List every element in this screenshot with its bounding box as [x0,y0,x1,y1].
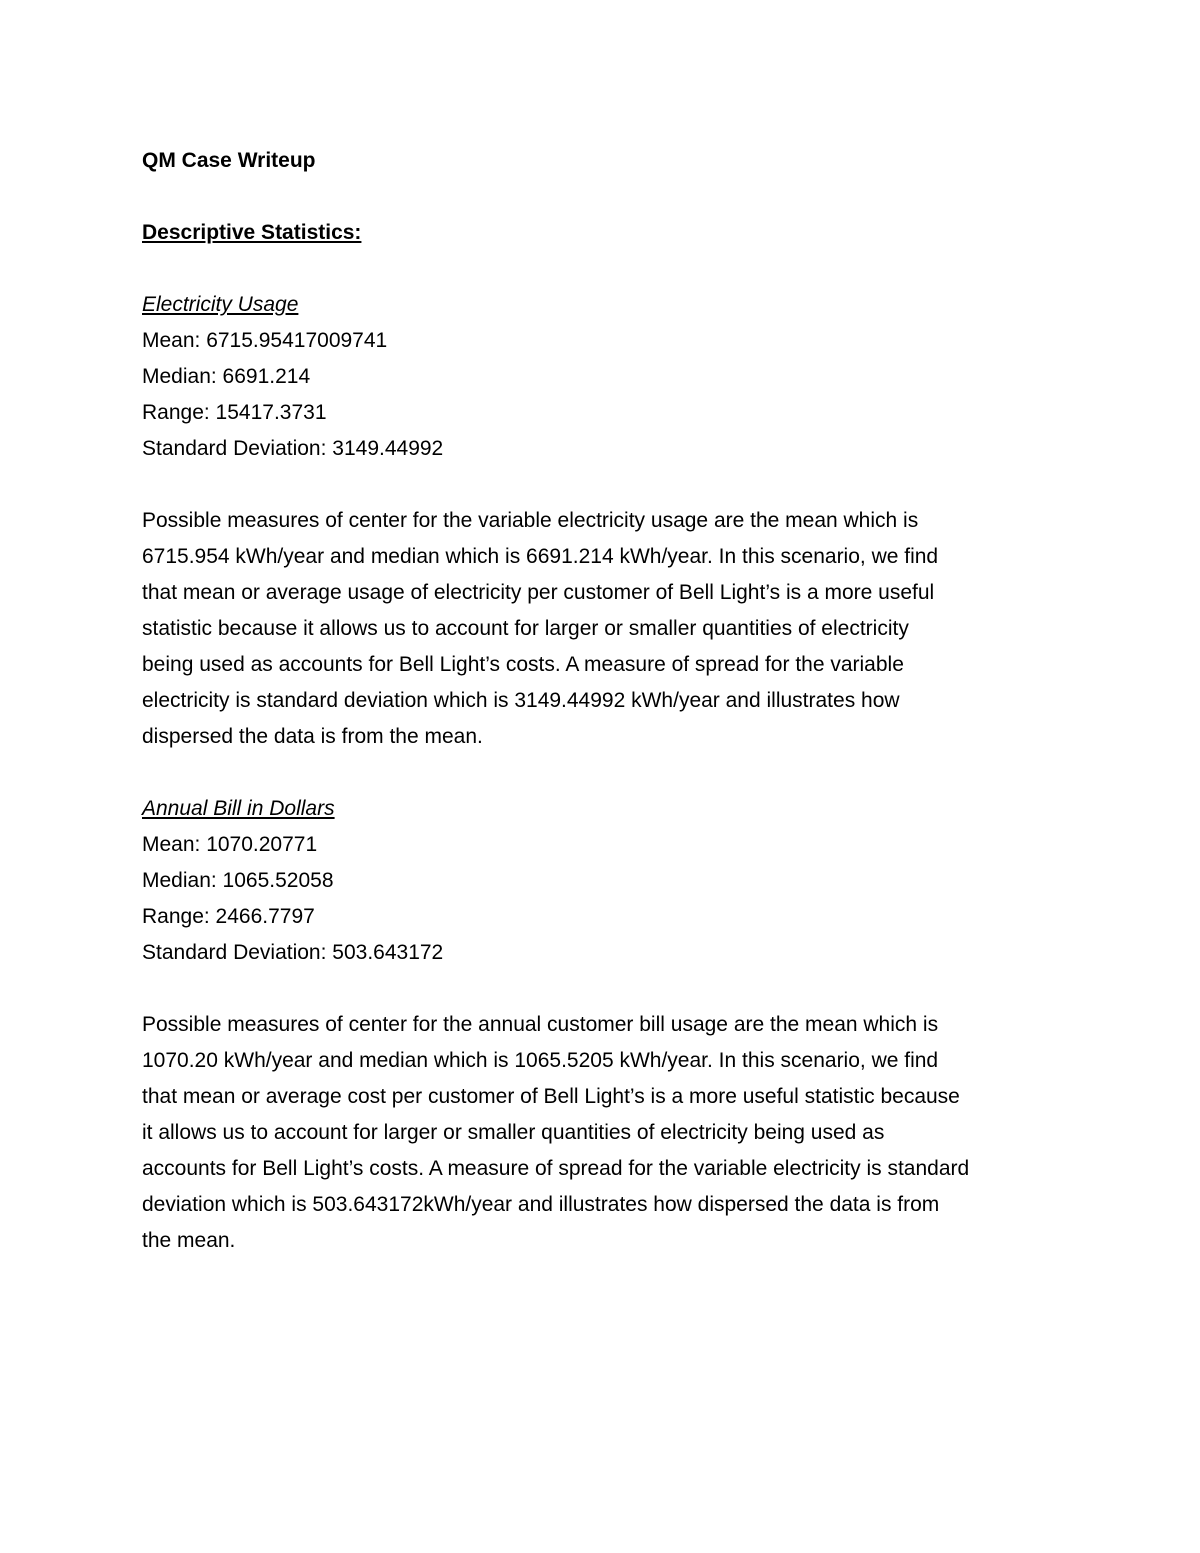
section-heading-descriptive-statistics: Descriptive Statistics: [142,221,362,244]
paragraph-line: the mean. [142,1229,236,1252]
paragraph-line: Possible measures of center for the annual customer bill usage are the mean which is [142,1013,939,1036]
paragraph-line: that mean or average usage of electricity per customer of Bell Light’s is a more useful [142,581,935,604]
bill-std-dev: Standard Deviation: 503.643172 [142,941,444,964]
spacer [142,251,1072,287]
electricity-median: Median: 6691.214 [142,365,311,388]
electricity-mean: Mean: 6715.95417009741 [142,329,388,352]
bill-paragraph [142,1007,1072,1259]
paragraph-line: 6715.954 kWh/year and median which is 6691.214 kWh/year. In this scenario, we find [142,545,939,568]
spacer [142,467,1072,503]
electricity-range: Range: 15417.3731 [142,401,327,424]
bill-mean: Mean: 1070.20771 [142,833,318,856]
electricity-std-dev: Standard Deviation: 3149.44992 [142,437,444,460]
bill-median: Median: 1065.52058 [142,869,334,892]
paragraph-line: being used as accounts for Bell Light’s costs. A measure of spread for the variable [142,653,904,676]
subheading-annual-bill: Annual Bill in Dollars [142,797,335,820]
paragraph-line: electricity is standard deviation which is 3149.44992 kWh/year and illustrates how [142,689,900,712]
bill-range: Range: 2466.7797 [142,905,315,928]
document-body [142,143,1072,1259]
paragraph-line: that mean or average cost per customer of Bell Light’s is a more useful statistic because [142,1085,960,1108]
subheading-electricity-usage: Electricity Usage [142,293,299,316]
spacer [142,971,1072,1007]
paragraph-line: deviation which is 503.643172kWh/year and illustrates how dispersed the data is from [142,1193,940,1216]
document-title: QM Case Writeup [142,149,316,172]
paragraph-line: dispersed the data is from the mean. [142,725,483,748]
spacer [142,755,1072,791]
paragraph-line: it allows us to account for larger or smaller quantities of electricity being used as [142,1121,885,1144]
paragraph-line: statistic because it allows us to account for larger or smaller quantities of electricity [142,617,909,640]
paragraph-line: Possible measures of center for the variable electricity usage are the mean which is [142,509,919,532]
spacer [142,179,1072,215]
paragraph-line: 1070.20 kWh/year and median which is 1065.5205 kWh/year. In this scenario, we find [142,1049,939,1072]
electricity-paragraph [142,503,1072,755]
paragraph-line: accounts for Bell Light’s costs. A measure of spread for the variable electricity is standard [142,1157,970,1180]
